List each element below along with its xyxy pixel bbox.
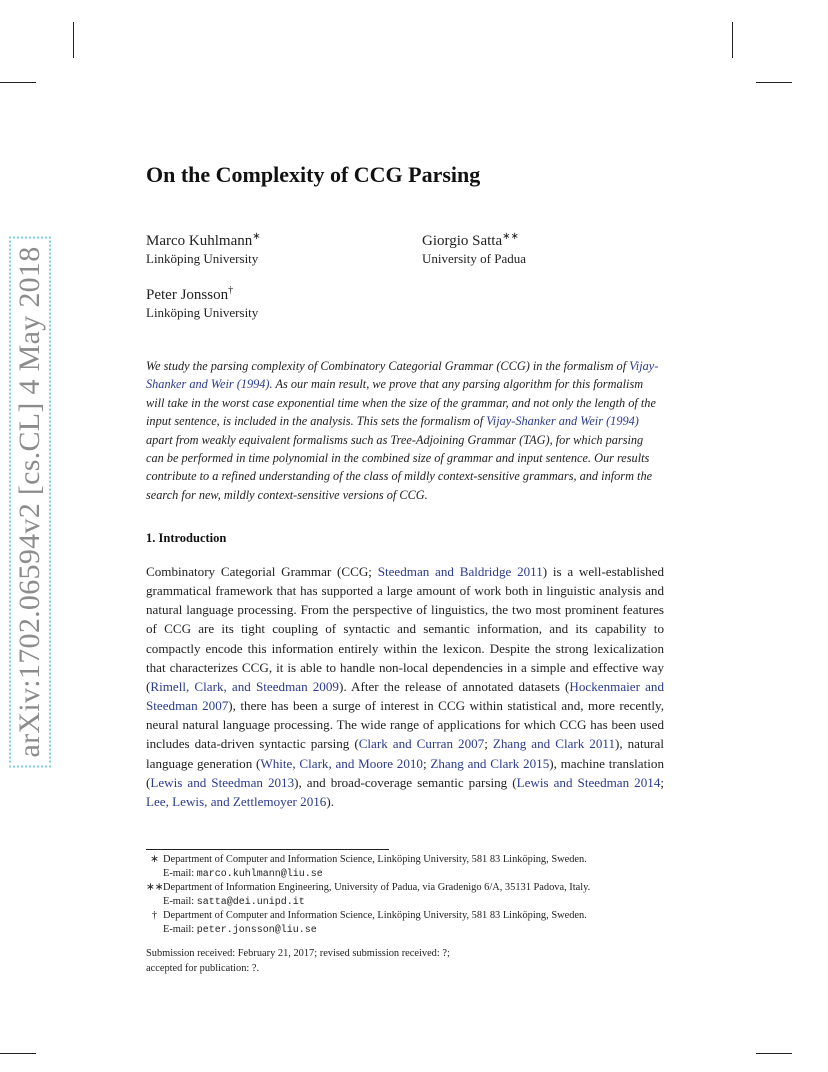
citation-link[interactable]: Vijay-Shanker and Weir (1994) (146, 359, 659, 392)
citation-link[interactable]: White, Clark, and Moore 2010 (260, 755, 423, 771)
footnote-text: Department of Information Engineering, University of Padua, via Gradenigo 6/A, 35131 Padova, Italy. (163, 882, 591, 894)
footnote-symbol: ∗ (150, 854, 159, 865)
footnotes (146, 853, 706, 938)
footnote (146, 881, 706, 909)
footnote-email-line (163, 923, 587, 938)
body-text: ), there has been a surge of interest in CCG within statistical and, more recently, neural natural language processing. The wide range of applications for which CCG has been used includes data-driven syntactic parsing ( (146, 698, 664, 752)
crop-mark-top-right (732, 22, 733, 58)
email-label: E-mail: (163, 867, 197, 879)
citation-link[interactable]: Vijay-Shanker and Weir (1994) (486, 414, 639, 429)
paper-title: On the Complexity of CCG Parsing (146, 162, 481, 187)
body-text: ). After the release of annotated datasets ( (338, 678, 570, 694)
author-block-3 (146, 282, 258, 322)
footnote-body (163, 881, 590, 909)
footnote-body (163, 853, 587, 881)
body-text: ; (484, 736, 493, 752)
email-label: E-mail: (163, 923, 197, 935)
citation-link[interactable]: Lee, Lewis, and Zettlemoyer 2016 (146, 793, 327, 809)
submission-line: accepted for publication: ?. (146, 962, 260, 974)
citation-link[interactable]: Clark and Curran 2007 (358, 736, 485, 752)
footnote (146, 853, 706, 881)
footnote-rule (146, 849, 389, 850)
body-text: Combinatory Categorial Grammar (CCG; (146, 564, 378, 579)
author-block-1 (146, 228, 261, 268)
author-name-text: Peter Jonsson (146, 287, 229, 303)
email-address[interactable]: marco.kuhlmann@liu.se (196, 868, 323, 880)
footnote-symbol: † (151, 910, 158, 922)
email-address[interactable]: satta@dei.unipd.it (196, 896, 305, 908)
abstract-text: We study the parsing complexity of Combinatory Categorial Grammar (CCG) in the formalism of (146, 359, 630, 373)
body-text: ; (660, 774, 665, 790)
footnote-text: Department of Computer and Information Science, Linköping University, 581 83 Linköping, Sweden. (163, 854, 587, 865)
submission-line: Submission received: February 21, 2017; revised submission received: ?; (146, 948, 450, 959)
abstract-text: apart from weakly equivalent formalisms such as Tree-Adjoining Grammar (TAG), for which parsing can be performed in time polynomial in the combined size of grammar and input sentence. Our results contribute to a refined understanding of the class of mildly context-sensitive grammars, and inform the search for new, mildly context-sensitive versions of CCG. (146, 432, 653, 502)
author-affiliation: Linköping University (146, 305, 259, 320)
body-text: ), machine translation ( (146, 755, 664, 790)
submission-info (146, 947, 450, 976)
body-text: ), natural language generation ( (146, 736, 664, 771)
crop-mark-top-right-h (756, 82, 792, 83)
footnote (146, 909, 706, 937)
footnote-email-line (163, 867, 587, 882)
author-name (146, 228, 261, 250)
footnote-body (163, 909, 587, 937)
author-name-text: Marco Kuhlmann (146, 233, 253, 249)
abstract-text: . As our main result, we prove that any parsing algorithm for this formalism will take in the worst case exponential time when the size of the grammar, and not only the length of the input sentence, is included in the analysis. This sets the formalism of (146, 377, 656, 429)
arxiv-stamp-area (4, 246, 56, 758)
abstract (146, 357, 664, 504)
author-name (422, 228, 526, 250)
email-address[interactable]: peter.jonsson@liu.se (196, 924, 317, 936)
author-footnote-mark: ∗ (252, 231, 261, 242)
body-text: ), and broad-coverage semantic parsing ( (294, 774, 517, 790)
intro-paragraph (146, 562, 664, 811)
body-text: ; (422, 755, 431, 771)
author-block-2 (422, 228, 526, 268)
crop-mark-top-left (73, 22, 74, 58)
author-footnote-mark: ∗∗ (502, 231, 519, 242)
citation-link[interactable]: Zhang and Clark 2015 (430, 755, 550, 771)
citation-link[interactable]: Steedman and Baldridge 2011 (377, 564, 543, 579)
body-text: ). (326, 793, 334, 809)
citation-link[interactable]: Rimell, Clark, and Steedman 2009 (150, 678, 339, 694)
citation-link[interactable]: Hockenmaier and Steedman 2007 (146, 678, 664, 714)
crop-mark-bottom-left-h (0, 1053, 36, 1054)
author-footnote-mark: † (228, 285, 234, 296)
section-heading: 1. Introduction (146, 531, 227, 545)
footnote-symbol: ∗∗ (146, 882, 164, 894)
crop-mark-bottom-right-h (756, 1053, 792, 1054)
body-text: ) is a well-established grammatical framework that has supported a large amount of work both in linguistic analysis and natural language processing. From the perspective of linguistics, the two most prominent features of CCG are its tight coupling of syntactic and semantic information, and its capability to compactly encode this information entirely within the lexicon. Despite the strong lexicalization that characterizes CCG, it is able to handle non-local dependencies in a simple and effective way ( (146, 564, 664, 694)
email-label: E-mail: (163, 895, 197, 907)
citation-link[interactable]: Lewis and Steedman 2014 (516, 774, 661, 790)
footnote-email-line (163, 895, 590, 910)
citation-link[interactable]: Lewis and Steedman 2013 (150, 774, 295, 790)
crop-mark-top-left-h (0, 82, 36, 83)
author-name (146, 282, 258, 304)
footnote-text: Department of Computer and Information Science, Linköping University, 581 83 Linköping, Sweden. (163, 910, 587, 922)
author-affiliation: University of Padua (422, 251, 526, 266)
arxiv-stamp: arXiv:1702.06594v2 [cs.CL] 4 May 2018 (9, 236, 51, 767)
citation-link[interactable]: Zhang and Clark 2011 (492, 736, 615, 752)
author-name-text: Giorgio Satta (422, 233, 503, 249)
author-affiliation: Linköping University (146, 251, 259, 266)
